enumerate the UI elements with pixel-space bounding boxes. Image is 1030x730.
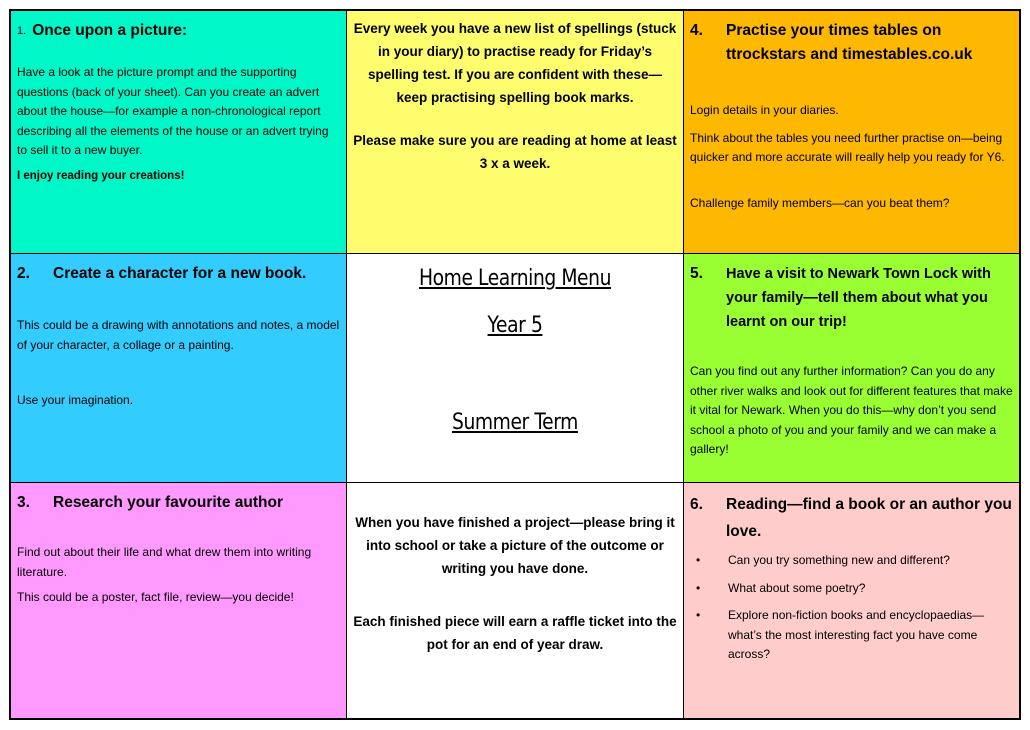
raffle-note: Each finished piece will earn a raffle ticket into the pot for an end of year draw.: [353, 614, 677, 652]
bullet-icon: •: [696, 553, 701, 567]
center-title-cell: [347, 254, 684, 483]
task-2-cell: [11, 254, 347, 483]
menu-title: Home Learning Menu: [419, 266, 611, 291]
task-4-login: Login details in your diaries.: [690, 103, 839, 117]
task-6-list: [690, 551, 1013, 665]
term-label: Summer Term: [452, 410, 578, 435]
year-label: Year 5: [487, 313, 543, 338]
task-3-number: 3.: [17, 494, 30, 511]
task-2-number: 2.: [17, 265, 30, 282]
task-6-title: Reading—find a book or an author you love.: [726, 496, 1012, 540]
task-5-body: Can you find out any further information? Can you do any other river walks and look out for different features that make it vital for Newark. When you do this—why don’t you send school a photo of you and your family and we can make a gallery!: [690, 364, 1013, 456]
spelling-text: Every week you have a new list of spellings (stuck in your diary) to practise ready for Friday’s spelling test. If you are confident with these—keep practising spelling book marks.: [353, 21, 677, 105]
task-1-cell: [11, 11, 347, 254]
task-3-title: Research your favourite author: [53, 494, 283, 511]
task-3-note: This could be a poster, fact file, review—you decide!: [17, 590, 294, 604]
task-1-heading: [17, 19, 340, 43]
bullet-icon: •: [696, 608, 701, 622]
list-item: • Explore non-fiction books and encyclopaedias—what’s the most interesting fact you have come across?: [690, 606, 1013, 665]
menu-grid: [9, 9, 1021, 720]
task-1-body: Have a look at the picture prompt and the supporting questions (back of your sheet). Can you create an advert about the house—for example a non-chronological report describing all the elements of the house or an advert trying to sell it to a new buyer.: [17, 65, 329, 157]
task-1-number: 1.: [17, 25, 27, 37]
task-4-challenge: Challenge family members—can you beat them?: [690, 195, 950, 210]
bullet-icon: •: [696, 580, 701, 595]
task-2-title: Create a character for a new book.: [53, 265, 307, 282]
reading-reminder: Please make sure you are reading at home at least 3 x a week.: [353, 133, 677, 171]
task-5-number: 5.: [690, 265, 703, 282]
task-2-heading: [17, 262, 340, 286]
task-1-title: Once upon a picture:: [32, 22, 188, 39]
task-3-heading: [17, 491, 340, 515]
spelling-cell: [347, 11, 684, 254]
task-6-number: 6.: [690, 496, 703, 513]
task-2-body: This could be a drawing with annotations and notes, a model of your character, a collage or a painting.: [17, 318, 340, 352]
task-4-tables: Think about the tables you need further practise on—being quicker and more accurate will really help you ready for Y6.: [690, 130, 1005, 164]
task-1-note: I enjoy reading your creations!: [17, 169, 185, 182]
task-4-cell: [684, 11, 1019, 254]
bottom-center-cell: [347, 483, 684, 718]
task-3-body: Find out about their life and what drew them into writing literature.: [17, 545, 312, 579]
task-5-heading: [690, 262, 1013, 334]
task-4-title: Practise your times tables on ttrockstars and timestables.co.uk: [726, 22, 973, 63]
task-6-cell: [684, 483, 1019, 718]
task-6-heading: [690, 491, 1013, 545]
list-item: • What about some poetry?: [690, 579, 1013, 599]
project-instructions: When you have finished a project—please bring it into school or take a picture of the outcome or writing you have done.: [355, 515, 675, 576]
task-5-title: Have a visit to Newark Town Lock with your family—tell them about what you learnt on our trip!: [726, 266, 991, 330]
task-4-number: 4.: [690, 22, 703, 39]
task-4-heading: [690, 19, 1013, 67]
task-3-cell: [11, 483, 347, 718]
task-2-note: Use your imagination.: [17, 393, 134, 407]
list-item: • Can you try something new and different?: [690, 551, 1013, 571]
task-5-cell: [684, 254, 1019, 483]
